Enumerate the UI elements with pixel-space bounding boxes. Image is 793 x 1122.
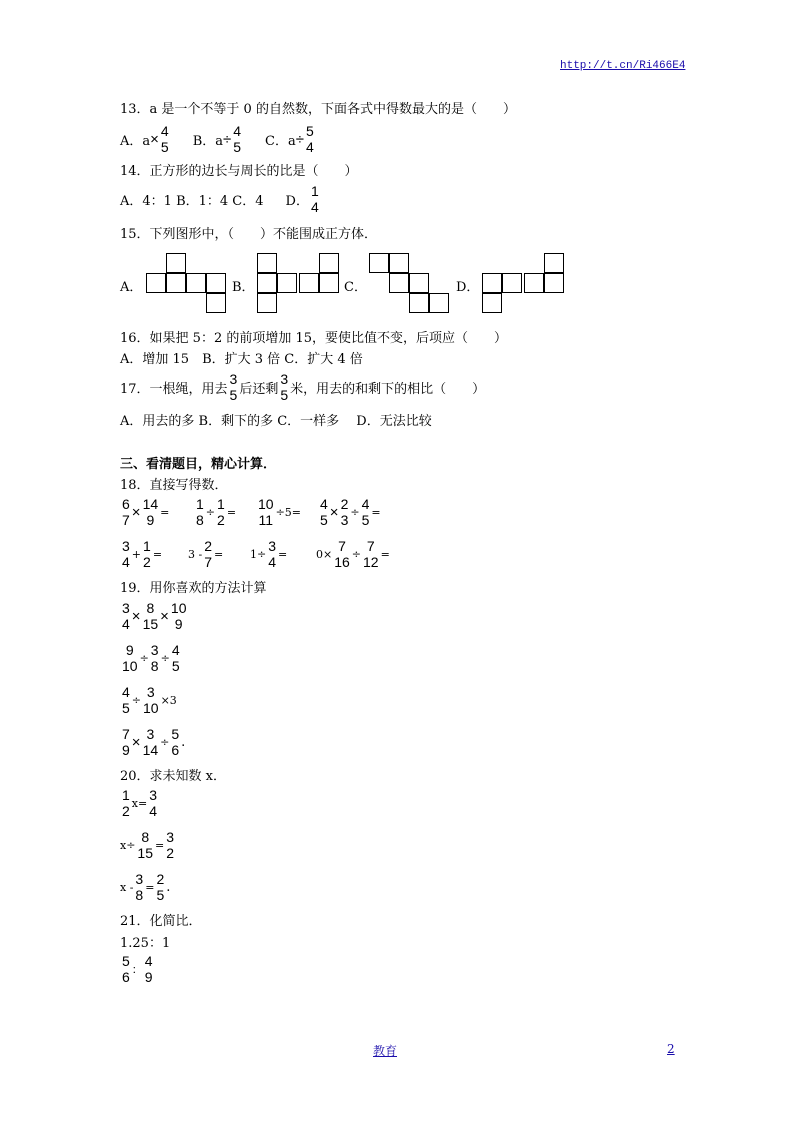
equals: =: [214, 547, 224, 561]
denominator: 9: [146, 512, 155, 528]
denominator: 3: [340, 512, 349, 528]
tail: ×3: [160, 693, 177, 707]
q18-r2-item-3: [250, 538, 316, 570]
q15-text: 15．下列图形中，（ ）不能围成正方体．: [120, 227, 378, 242]
fraction: [216, 496, 226, 528]
denominator: 6: [122, 969, 130, 985]
numerator: 3: [166, 829, 175, 845]
q15-label-a: A．: [120, 280, 143, 295]
fraction: [142, 538, 152, 570]
equals: =: [152, 547, 163, 561]
q20-eq-3: [120, 870, 170, 904]
equals: =: [380, 547, 390, 561]
section-3-title: 三、看清题目，精心计算．: [120, 457, 277, 472]
q14-option-d-fraction: [310, 183, 320, 215]
numerator: 6: [122, 496, 130, 512]
q13-option-b-fraction: [232, 123, 242, 155]
denominator: 4: [305, 139, 314, 155]
denominator: 9: [144, 969, 153, 985]
operator: ÷: [205, 505, 216, 519]
net-square: [166, 273, 186, 293]
q16-text: 16．如果把 5：2 的前项增加 15，要使比值不变，后项应（ ）: [120, 331, 508, 346]
numerator: 3: [280, 371, 289, 387]
fraction: [142, 600, 160, 632]
fraction: [121, 538, 131, 570]
denominator: 4: [149, 803, 158, 819]
q18-r1-item-3: [256, 496, 318, 528]
numerator: 1: [143, 538, 151, 554]
q19-text: 19．用你喜欢的方法计算: [120, 581, 267, 596]
q21-ratio-1: 1.25：1: [120, 936, 171, 951]
q21-ratio-2: [120, 952, 155, 986]
numerator: 2: [340, 496, 349, 512]
q15-label-b: B．: [232, 280, 255, 295]
denominator: 9: [122, 742, 130, 758]
fraction: [144, 953, 154, 985]
numerator: 5: [171, 726, 180, 742]
denominator: 12: [363, 554, 379, 570]
numerator: 10: [258, 496, 274, 512]
net-square: [482, 273, 502, 293]
q17-stem: [120, 370, 485, 404]
q15-net-d: [482, 253, 570, 315]
fraction: [150, 642, 160, 674]
fraction: [333, 538, 351, 570]
numerator: 3: [268, 538, 277, 554]
numerator: 8: [141, 829, 150, 845]
numerator: 14: [142, 496, 159, 512]
denominator: 5: [229, 387, 238, 403]
q15-net-a: [146, 253, 234, 315]
operator: ÷: [160, 735, 170, 749]
q13-option-c-op: ÷: [295, 130, 304, 148]
denominator: 5: [320, 512, 328, 528]
q15-label-c: C．: [344, 280, 367, 295]
net-square: [524, 273, 544, 293]
fraction: [267, 538, 277, 570]
footer-link[interactable]: 教育: [373, 1044, 398, 1058]
fraction: [121, 726, 131, 758]
fraction: [170, 600, 188, 632]
equals: =: [160, 505, 170, 519]
fraction: [142, 684, 160, 716]
q17-options: A．用去的多 B．剩下的多 C．一样多 D．无法比较: [120, 414, 432, 429]
fraction: [121, 953, 131, 985]
operator: ×: [329, 503, 339, 521]
numerator: 1: [196, 496, 204, 512]
q15-label-d: D．: [456, 280, 480, 295]
fraction: [142, 496, 160, 528]
denominator: 2: [166, 845, 175, 861]
numerator: 1: [217, 496, 225, 512]
q13-option-b-label: B．a: [192, 133, 224, 149]
denominator: 10: [122, 658, 138, 674]
operator: ×: [131, 733, 141, 751]
numerator: 5: [305, 123, 314, 139]
numerator: 4: [233, 123, 242, 139]
net-square: [369, 253, 389, 273]
denominator: 4: [122, 554, 130, 570]
net-square: [206, 273, 226, 293]
numerator: 9: [125, 642, 134, 658]
q19-expr-3: [120, 683, 177, 717]
lead: x÷: [120, 838, 136, 852]
net-square: [482, 293, 502, 313]
fraction: [340, 496, 350, 528]
fraction: [121, 642, 139, 674]
net-square: [166, 253, 186, 273]
fraction: [170, 726, 180, 758]
denominator: 7: [122, 512, 130, 528]
fraction: [165, 829, 175, 861]
denominator: 16: [334, 554, 350, 570]
operator: ÷: [350, 505, 360, 519]
net-square: [389, 273, 409, 293]
numerator: 4: [171, 642, 180, 658]
numerator: 7: [338, 538, 346, 554]
q18-row-2: [120, 537, 390, 571]
q14-text: 14．正方形的边长与周长的比是（ ）: [120, 164, 358, 179]
net-square: [319, 253, 339, 273]
denominator: 5: [156, 887, 165, 903]
denominator: 5: [160, 139, 169, 155]
denominator: 2: [143, 554, 151, 570]
numerator: 4: [160, 123, 169, 139]
denominator: 8: [135, 887, 144, 903]
equals: =: [278, 547, 288, 561]
fraction: [134, 871, 144, 903]
tail: .: [181, 734, 186, 750]
numerator: 4: [320, 496, 328, 512]
denominator: 8: [150, 658, 159, 674]
denominator: 2: [217, 512, 225, 528]
q18-r1-item-1: [120, 496, 194, 528]
numerator: 3: [135, 871, 144, 887]
q16-options: A．增加 15 B．扩大 3 倍 C．扩大 4 倍: [120, 352, 363, 367]
net-square: [257, 273, 277, 293]
operator: ÷: [131, 693, 142, 707]
fraction: [148, 787, 158, 819]
net-square: [409, 293, 429, 313]
q13-option-a-label: A．a: [120, 133, 151, 149]
q18-r2-item-2: [188, 538, 250, 570]
numerator: 1: [122, 787, 130, 803]
denominator: 5: [171, 658, 180, 674]
operator: ÷: [139, 651, 149, 665]
mid: x=: [131, 796, 148, 810]
q18-r2-item-4: [316, 538, 390, 570]
q17-text-1: 17．一根绳，用去: [120, 381, 228, 397]
q19-expr-2: [120, 641, 182, 675]
operator: ÷: [275, 505, 285, 519]
net-square: [544, 273, 564, 293]
numerator: 8: [146, 600, 155, 616]
net-square: [502, 273, 522, 293]
numerator: 4: [122, 684, 130, 700]
numerator: 3: [146, 726, 155, 742]
tail: .: [166, 879, 171, 895]
operator: ×: [160, 607, 169, 625]
denominator: 5: [280, 387, 289, 403]
q14-options-abc: A．4：1 B．1：4 C．4: [120, 193, 264, 209]
q14-option-d-label: D．: [285, 193, 309, 209]
denominator: 15: [137, 845, 153, 861]
denominator: 7: [204, 554, 213, 570]
fraction: [121, 684, 131, 716]
fraction: [319, 496, 329, 528]
q18-text: 18．直接写得数．: [120, 478, 228, 493]
fraction: [257, 496, 275, 528]
q13-option-c-fraction: [305, 123, 315, 155]
q17-fraction-1: [229, 371, 239, 403]
numerator: 4: [361, 496, 370, 512]
numerator: 3: [146, 684, 155, 700]
fraction: [142, 726, 160, 758]
operator: +: [131, 547, 142, 561]
q18-r1-item-2: [194, 496, 256, 528]
denominator: 10: [143, 700, 159, 716]
denominator: 11: [258, 512, 274, 528]
equals: =: [371, 505, 381, 519]
denominator: 5: [361, 512, 370, 528]
operator: ×: [131, 503, 141, 521]
numerator: 4: [144, 953, 153, 969]
numerator: 5: [122, 953, 130, 969]
numerator: 1: [310, 183, 319, 199]
net-square: [389, 253, 409, 273]
net-square: [429, 293, 449, 313]
equals: =: [226, 505, 237, 519]
page-number: 2: [667, 1042, 675, 1056]
fraction: [121, 600, 131, 632]
q13-option-c-label: C．a: [265, 133, 296, 149]
operator: ÷: [351, 547, 362, 561]
lead: 3 -: [188, 547, 203, 561]
net-square: [206, 293, 226, 313]
q19-expr-4: [120, 725, 185, 759]
q19-expr-1: [120, 599, 188, 633]
fraction: [136, 829, 154, 861]
denominator: 6: [171, 742, 180, 758]
numerator: 3: [150, 642, 159, 658]
denominator: 5: [233, 139, 242, 155]
numerator: 3: [149, 787, 158, 803]
numerator: 2: [204, 538, 213, 554]
denominator: 2: [122, 803, 130, 819]
q13-option-b-op: ÷: [223, 130, 232, 148]
q13-options: [120, 124, 316, 154]
net-square: [257, 253, 277, 273]
q15-net-b: [257, 253, 345, 315]
net-square: [277, 273, 297, 293]
numerator: 3: [122, 538, 130, 554]
denominator: 5: [122, 700, 130, 716]
q18-r1-item-4: [318, 496, 381, 528]
fraction: [361, 496, 371, 528]
net-square: [544, 253, 564, 273]
q17-fraction-2: [279, 371, 289, 403]
header-url-link[interactable]: http://t.cn/Ri466E4: [560, 60, 686, 72]
q15-net-c: [369, 253, 457, 315]
denominator: 4: [310, 199, 319, 215]
denominator: 14: [142, 742, 159, 758]
fraction: [155, 871, 165, 903]
net-square: [146, 273, 166, 293]
q13-option-a-fraction: [160, 123, 170, 155]
fraction: [121, 496, 131, 528]
fraction: [195, 496, 205, 528]
lead: 0×: [316, 547, 333, 561]
operator: ÷: [160, 651, 170, 665]
lead: x -: [120, 880, 134, 894]
net-square: [257, 293, 277, 313]
q18-r2-item-1: [120, 538, 188, 570]
operator: ×: [131, 607, 141, 625]
denominator: 15: [142, 616, 159, 632]
q21-text: 21．化简比．: [120, 914, 202, 929]
denominator: 4: [122, 616, 130, 632]
net-square: [319, 273, 339, 293]
net-square: [186, 273, 206, 293]
fraction: [121, 787, 131, 819]
denominator: 8: [196, 512, 204, 528]
fraction: [171, 642, 181, 674]
fraction: [203, 538, 213, 570]
mid: ：: [131, 963, 143, 976]
lead: 1÷: [250, 547, 267, 561]
tail: 5=: [284, 505, 302, 519]
mid: =: [145, 880, 155, 894]
net-square: [409, 273, 429, 293]
numerator: 7: [366, 538, 375, 554]
q20-eq-2: [120, 828, 176, 862]
mid: =: [155, 838, 165, 852]
q17-text-3: 米，用去的和剩下的相比（ ）: [290, 381, 486, 397]
denominator: 9: [174, 616, 183, 632]
numerator: 7: [122, 726, 130, 742]
q20-eq-1: [120, 786, 159, 820]
numerator: 2: [156, 871, 165, 887]
fraction: [362, 538, 380, 570]
numerator: 10: [170, 600, 187, 616]
q20-text: 20．求未知数 x．: [120, 769, 227, 784]
q14-options: [120, 184, 321, 214]
q18-row-1: [120, 495, 381, 529]
net-square: [299, 273, 319, 293]
numerator: 3: [122, 600, 130, 616]
denominator: 4: [268, 554, 277, 570]
q13-text: 13．a 是一个不等于 0 的自然数，下面各式中得数最大的是（ ）: [120, 102, 516, 117]
q13-option-a-op: ×: [150, 130, 159, 148]
q17-text-2: 后还剩: [239, 381, 279, 397]
numerator: 3: [229, 371, 238, 387]
